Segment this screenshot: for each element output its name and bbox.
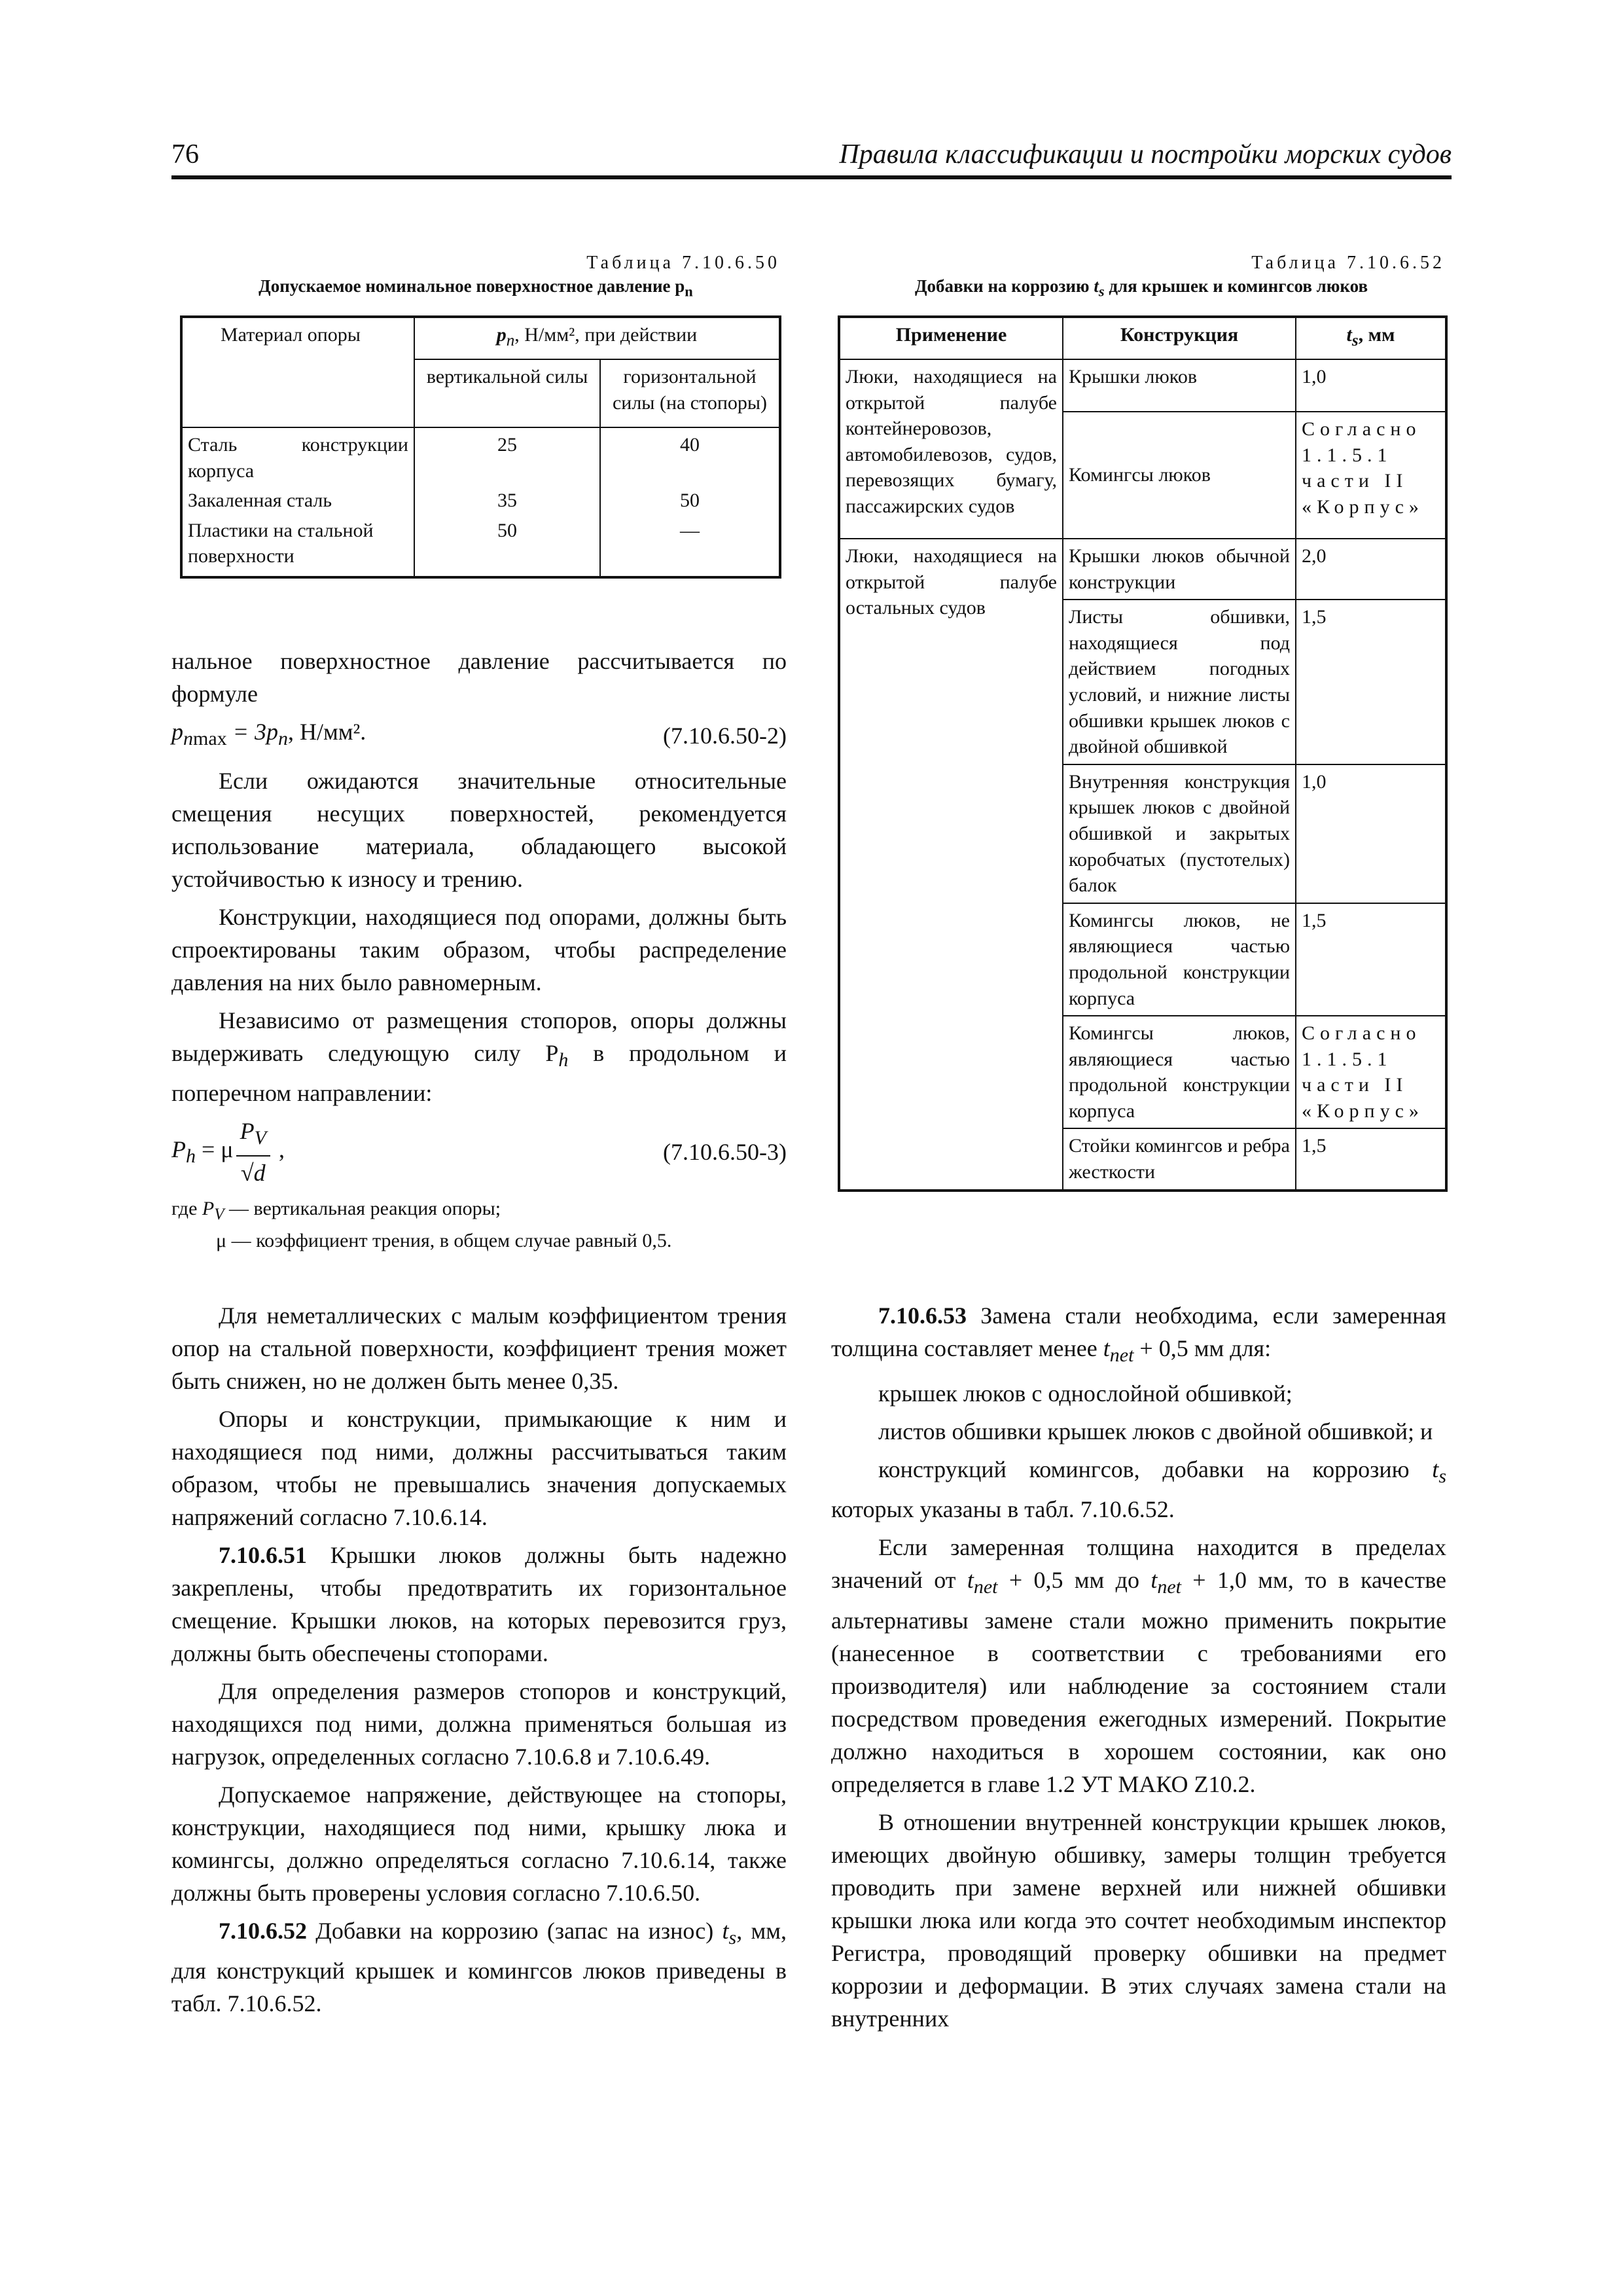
table-row (839, 359, 1446, 412)
running-title: Правила классификации и постройки морских судов (839, 139, 1452, 170)
paragraph: нальное поверхностное давление рассчитывается по формуле (171, 648, 787, 707)
left-upper-text (171, 645, 787, 1254)
equation-notes (171, 1196, 787, 1254)
table-52-cell-construction: Листы обшивки, находящиеся под действием погодных условий, и нижние листы обшивки крышек люков с двойной обшивкой (1063, 600, 1296, 764)
table-52-cell-construction: Стойки комингсов и ребра жесткости (1063, 1128, 1296, 1190)
table-52-cell-construction: Комингсы люков, являющиеся частью продольной конструкции корпуса (1063, 1016, 1296, 1128)
table-52-cell-ts: 1,5 (1296, 903, 1446, 1016)
table-52-cell-construction: Крышки люков обычной конструкции (1063, 539, 1296, 600)
table-52-cell-ts: 1,5 (1296, 1128, 1446, 1190)
table-52-header-construction: Конструкция (1063, 317, 1296, 359)
table-52-cell-construction: Внутренняя конструкция крышек люков с двойной обшивкой и закрытых коробчатых (пустотелых) балок (1063, 764, 1296, 903)
table-52-group-1: Люки, находящиеся на открытой палубе контейнеровозов, автомобилевозов, судов, перевозящих бумагу, пассажирских судов (839, 359, 1063, 539)
equation-7-10-6-50-2 (171, 715, 787, 755)
table-50-number: Таблица 7.10.6.50 (586, 253, 780, 273)
table-50-cell-material: Пластики на стальной поверхности (181, 518, 414, 577)
paragraph: Допускаемое напряжение, действующее на стопоры, конструкции, находящиеся под ними, крышку люка и комингсы, должно определяться согласно 7.10.6.14, также должны быть проверены условия согласно 7.10.6.50. (171, 1782, 787, 1906)
table-50-cell-vertical: 35 (414, 488, 600, 518)
paragraph: Если ожидаются значительные относительные смещения несущих поверхностей, рекомендуется использование материала, обладающего высокой устойчивостью к износу и трению. (171, 768, 787, 893)
table-52-cell-ts: Согласно 1.1.5.1 части II «Корпус» (1296, 1016, 1446, 1128)
table-52-title: Добавки на коррозию $t_s$ для крышек и комингсов люков (914, 276, 1368, 300)
note-line: где $P_V$ — вертикальная реакция опоры; (171, 1197, 501, 1223)
header-rule (171, 175, 1452, 179)
table-50-cell-vertical: 25 (414, 427, 600, 488)
table-row (839, 539, 1446, 600)
table-52-caption (838, 253, 1445, 300)
table-52-cell-construction: Комингсы люков, не являющиеся частью продольной конструкции корпуса (1063, 903, 1296, 1016)
paragraph: 7.10.6.52 Добавки на коррозию (запас на износ) $t_s$, мм, для конструкций крышек и комингсов люков приведены в табл. 7.10.6.52. (171, 1918, 787, 2017)
table-50-header-horizontal: горизонтальной силы (на стопоры) (600, 359, 780, 427)
paragraph: Независимо от размещения стопоров, опоры должны выдерживать следующую силу $P_h$ в продольном и поперечном направлении: (171, 1007, 787, 1107)
table-50-cell-horizontal: 50 (600, 488, 780, 518)
paragraph: 7.10.6.51 Крышки люков должны быть надежно закреплены, чтобы предотвратить их горизонтальное смещение. Крышки люков, на которых перевозится груз, должны быть обеспечены стопорами. (171, 1542, 787, 1666)
table-52-cell-ts: 2,0 (1296, 539, 1446, 600)
table-50-title: Допускаемое номинальное поверхностное давление $p_n$ (259, 276, 693, 300)
table-52-header-application: Применение (839, 317, 1063, 359)
table-52-cell-ts: Согласно 1.1.5.1 части II «Корпус» (1296, 412, 1446, 539)
table-52-cell-ts: 1,5 (1296, 600, 1446, 764)
table-50-header-pn: $p_n$, Н/мм², при действии (414, 317, 780, 359)
page-number: 76 (171, 139, 199, 170)
equation-expression: $p_{nmax} = 3p_n$, Н/мм². (171, 719, 366, 750)
equation-number: (7.10.6.50-2) (663, 722, 787, 749)
table-row (181, 427, 780, 488)
paragraph: Для определения размеров стопоров и конструкций, находящихся под ними, должна применяться большая из нагрузок, определенных согласно 7.10.6.8 и 7.10.6.49. (171, 1678, 787, 1770)
table-50 (180, 315, 781, 579)
table-50-cell-vertical: 50 (414, 518, 600, 577)
table-50-cell-horizontal: — (600, 518, 780, 577)
table-50-cell-material: Сталь конструкции корпуса (181, 427, 414, 488)
equation-number: (7.10.6.50-3) (663, 1138, 787, 1165)
table-row (181, 518, 780, 577)
table-50-header-vertical: вертикальной силы (414, 359, 600, 427)
right-lower-text (831, 1299, 1446, 2040)
paragraph: Если замеренная толщина находится в пределах значений от $t_{net} + 0,5$ мм до $t_{net} + 1,0$ мм, то в качестве альтернативы замене стали можно применить покрытие (нанесенное в соответствии с требованиями его производителя) или наблюдение за состоянием стали посредством проведения ежегодных измерений. Покрытие должно находиться в хорошем состоянии, как оно определяется в главе 1.2 УТ МАКО Z10.2. (831, 1534, 1446, 1797)
table-50-cell-material: Закаленная сталь (181, 488, 414, 518)
table-52-cell-ts: 1,0 (1296, 359, 1446, 412)
table-50-caption (171, 253, 780, 300)
table-52-header-ts: $t_s$, мм (1296, 317, 1446, 359)
paragraph: крышек люков с однослойной обшивкой; (878, 1380, 1293, 1407)
table-52-group-2: Люки, находящиеся на открытой палубе остальных судов (839, 539, 1063, 1191)
table-52-cell-construction: Комингсы люков (1063, 412, 1296, 539)
equation-7-10-6-50-3 (171, 1115, 787, 1189)
paragraph: Опоры и конструкции, примыкающие к ним и находящиеся под ними, должны рассчитываться таким образом, чтобы не превышались значения допускаемых напряжений согласно 7.10.6.14. (171, 1406, 787, 1530)
paragraph: В отношении внутренней конструкции крышек люков, имеющих двойную обшивку, замеры толщин требуется проводить при замене верхней или нижней обшивки крышки люка или когда это сочтет необходимым инспектор Регистра, проводящий проверку обшивки на предмет коррозии и деформации. В этих случаях замена стали на внутренних (831, 1808, 1446, 2032)
table-52-cell-ts: 1,0 (1296, 764, 1446, 903)
paragraph: 7.10.6.53 Замена стали необходима, если замеренная толщина составляет менее $t_{net} + 0,5$ мм для: (831, 1302, 1446, 1367)
paragraph: конструкций комингсов, добавки на коррозию $t_s$ которых указаны в табл. 7.10.6.52. (831, 1456, 1446, 1523)
table-52 (838, 315, 1448, 1192)
table-50-header-material: Материал опоры (181, 317, 414, 427)
note-line: μ — коэффициент трения, в общем случае равный 0,5. (216, 1229, 672, 1251)
paragraph: Конструкции, находящиеся под опорами, должны быть спроектированы таким образом, чтобы распределение давления на них было равномерным. (171, 904, 787, 996)
equation-expression: $P_h = \mu$ $\frac{P_V}{√d}$ , (171, 1115, 285, 1189)
fraction: $\frac{P_V}{√d}$ (236, 1115, 270, 1189)
table-row (181, 488, 780, 518)
table-50-cell-horizontal: 40 (600, 427, 780, 488)
table-52-number: Таблица 7.10.6.52 (1251, 253, 1445, 273)
table-52-cell-construction: Крышки люков (1063, 359, 1296, 412)
paragraph: Для неметаллических с малым коэффициентом трения опор на стальной поверхности, коэффициент трения может быть снижен, но не должен быть менее 0,35. (171, 1302, 787, 1394)
left-lower-text (171, 1299, 787, 2025)
paragraph: листов обшивки крышек люков с двойной обшивкой; и (878, 1418, 1433, 1445)
